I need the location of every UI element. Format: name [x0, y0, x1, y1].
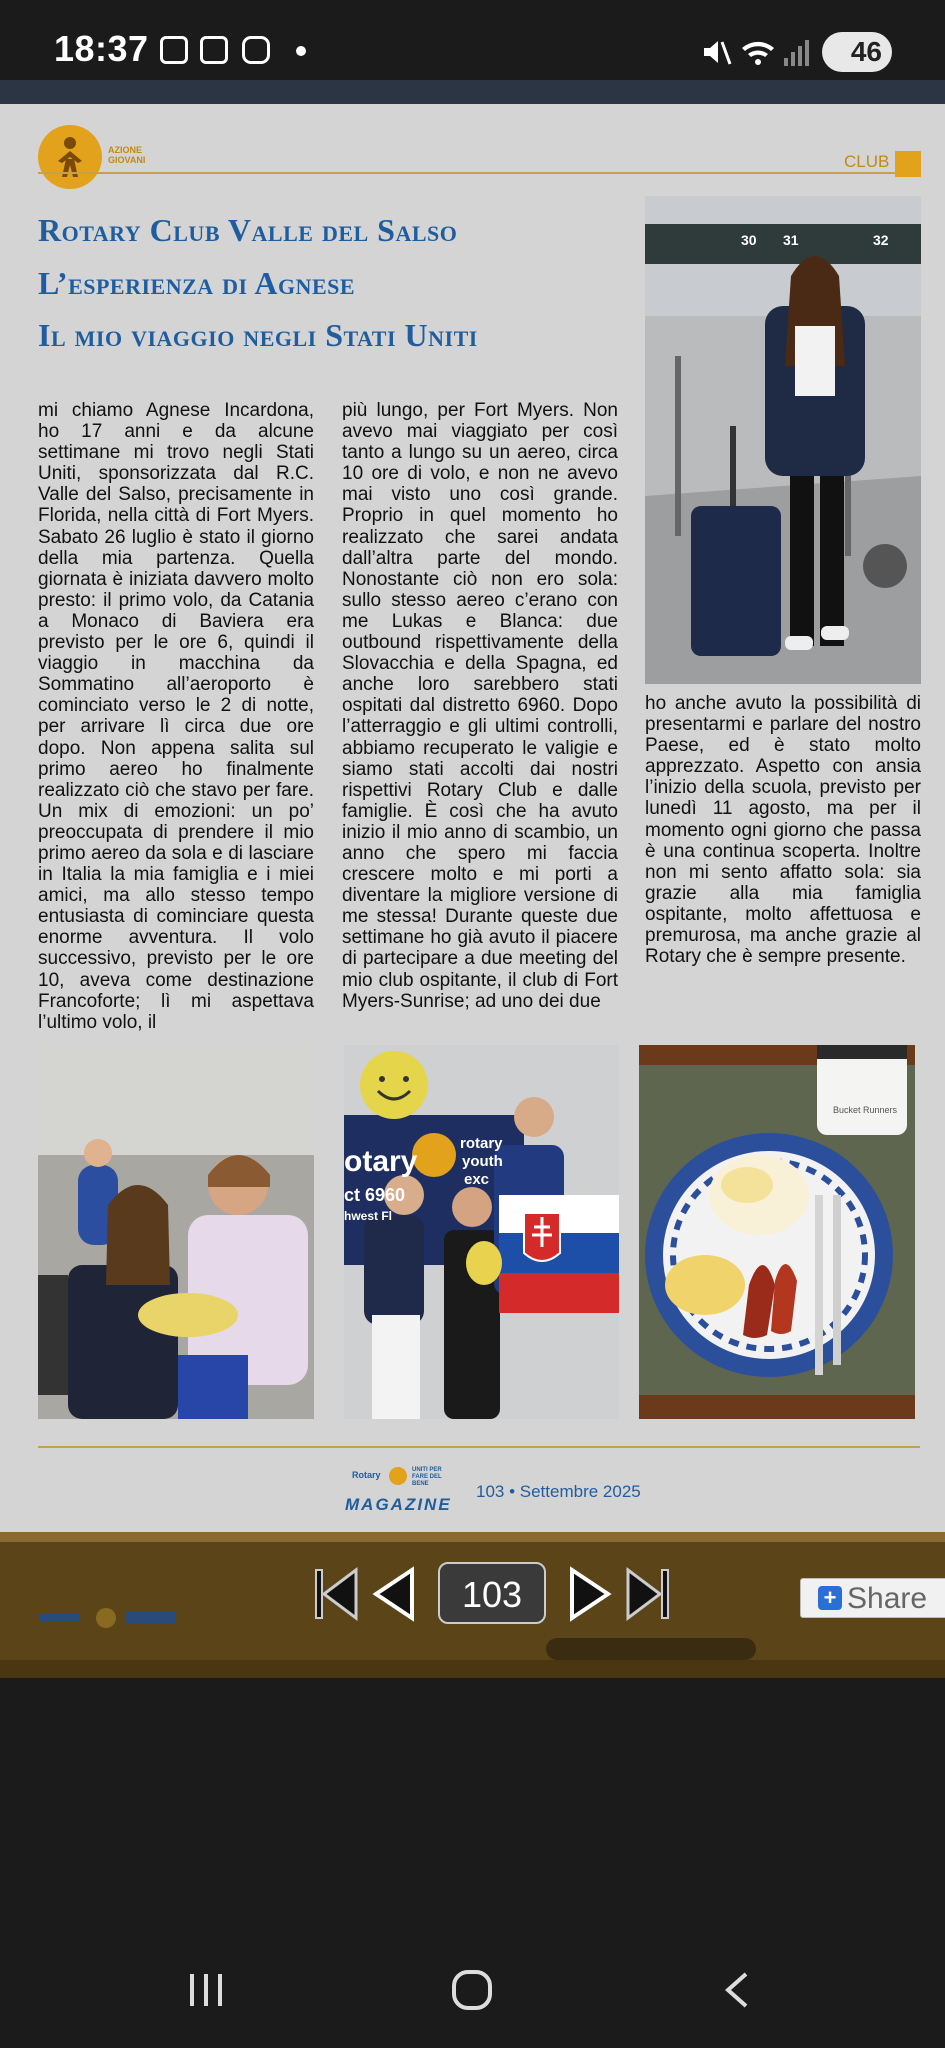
breakfast-photo[interactable] [639, 1045, 915, 1419]
banner-text-rotary-2: rotary [460, 1135, 503, 1152]
signal-icon [782, 36, 812, 68]
breakfast-photo-scene [639, 1045, 915, 1419]
group-flag-photo-scene [344, 1045, 619, 1419]
banner-text-exc: exc [464, 1171, 490, 1188]
rotary-gear-icon [389, 1467, 407, 1485]
previous-page-button[interactable] [368, 1562, 418, 1626]
home-icon[interactable] [450, 1968, 494, 2012]
gate-sign-30: 30 [741, 232, 757, 248]
reader-bottom-strip [0, 1660, 945, 1678]
article-column-2: più lungo, per Fort Myers. Non avevo mai viaggiato per così tanto a lungo su un aereo, circa 10 ore di volo, e non ne avevo mai visto uno così grande. Proprio in quel momento ho realizzato che sarei andata dall’altra parte del mondo. Nonostante ciò non ero sola: sullo stesso aereo c’erano con me Lukas e Blanca: due outbound rispettivamente della Slovacchia e della Spagna, ed anche loro sarebbero stati ospitati dal distretto 6960. Dopo l’atterraggio e gli ultimi controlli, abbiamo recuperato le valigie e siamo stati accolti dai nostri rispettivi Rotary Club e dalle famiglie. È così che ha avuto inizio il mio anno di scambio, un anno che spero mi faccia crescere molto e mi porti a diventare la migliore versione di me stessa! Durante queste due settimane ho già avuto il piacere di partecipare a due meeting del mio club ospitante, il club di Fort Myers-Sunrise; ad uno dei due [342, 400, 618, 1012]
top-strip [0, 80, 945, 104]
share-plus-icon: + [818, 1586, 842, 1610]
article-column-3: ho anche avuto la possibilità di presentarmi e parlare del nostro Paese, ed è stato molto apprezzato. Aspetto con ansia l’inizio della scuola, previsto per lunedì 11 agosto, ma per il momento ogni giorno che passa è una continua scoperta. Inoltre non mi sento affatto sola: sia grazie alla mia famiglia ospitante, molto affettuosa e premurosa, ma anche grazie al Rotary che è sempre presente. [645, 693, 921, 968]
battery-level: 46 [850, 36, 882, 67]
footer-rotary-label: Rotary [352, 1470, 381, 1480]
back-icon[interactable] [718, 1970, 758, 2010]
azione-giovani-logo [38, 125, 102, 189]
airport-photo-scene [645, 196, 921, 684]
page-number-box[interactable]: 103 [438, 1562, 546, 1624]
mug-text: Bucket Runners [833, 1105, 898, 1115]
recent-apps-icon[interactable] [186, 1970, 226, 2010]
article-title-line-3: Il mio viaggio negli Stati Uniti [38, 317, 478, 353]
wifi-icon [740, 36, 776, 68]
article-title-line-1: Rotary Club Valle del Salso [38, 212, 458, 248]
footer-page-info: 103 • Settembre 2025 [476, 1482, 641, 1501]
logo-text: AZIONE GIOVANI [108, 145, 146, 165]
banner-text-district: ct 6960 [344, 1185, 406, 1205]
gate-sign-32: 32 [873, 232, 889, 248]
arrival-photo[interactable] [38, 1045, 314, 1419]
first-page-button[interactable] [310, 1562, 362, 1626]
next-page-button[interactable] [566, 1562, 616, 1626]
mute-icon [700, 36, 732, 68]
banner-text-youth: youth [462, 1153, 503, 1170]
gate-sign-31: 31 [783, 232, 799, 248]
footer-rule [38, 1446, 920, 1448]
footer-tagline: UNITI PER FARE DEL BENE [412, 1467, 442, 1487]
last-page-button[interactable] [622, 1562, 674, 1626]
group-flag-photo[interactable] [344, 1045, 619, 1419]
article-title-line-2: L’esperienza di Agnese [38, 265, 356, 301]
reader-toolbar-edge [0, 1532, 945, 1542]
arrival-photo-scene [38, 1045, 314, 1419]
share-label: Share [847, 1582, 928, 1615]
battery-indicator [822, 32, 892, 72]
banner-text-region: hwest Fl [344, 1209, 393, 1223]
instagram-icon [242, 36, 270, 64]
rotary-watermark-logo [40, 1606, 190, 1630]
horizontal-scrollbar[interactable] [546, 1638, 756, 1660]
airport-photo[interactable] [645, 196, 921, 684]
notification-dot-icon [296, 46, 306, 56]
screenshot-icon [160, 36, 188, 64]
status-time: 18:37 [54, 28, 149, 69]
header-rule [38, 172, 920, 174]
section-label: CLUB [844, 152, 890, 171]
article-column-1: mi chiamo Agnese Incardona, ho 17 anni e da alcune settimane mi trovo negli Stati Uniti, sponsorizzata dal R.C. Valle del Salso, precisamente in Florida, nella città di Fort Myers. Sabato 26 luglio è stato il giorno della mia partenza. Quella giornata è iniziata davvero molto presto: il primo volo, da Catania a Monaco di Baviera era previsto per le ore 6, quindi il viaggio in macchina da Sommatino all’aeroporto è cominciato verso le 2 di notte, per arrivare lì circa due ore dopo. Non appena salita sul primo aereo ho finalmente realizzato ciò che stavo per fare. Un mix di emozioni: un po’ preoccupata di prendere il mio primo aereo da sola e di lasciare in Italia la mia famiglia e i miei amici, ma allo stesso tempo entusiasta di cominciare questa enorme avventura. Il volo successivo, previsto per le ore 10, aveva come destinazione Francoforte; lì mi aspettava l’ultimo volo, il [38, 400, 314, 1033]
banner-text-rotary: otary [344, 1145, 418, 1178]
section-square [895, 151, 921, 177]
calendar-icon [200, 36, 228, 64]
footer-magazine-label: MAGAZINE [345, 1495, 452, 1514]
logo-figure-icon [38, 125, 102, 189]
